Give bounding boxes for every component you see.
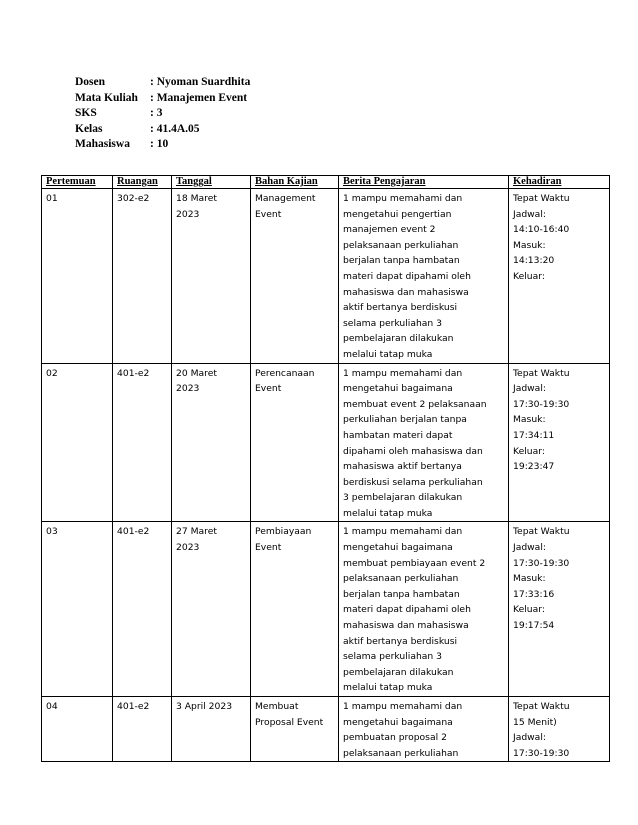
cell-text-line: mahasiswa aktif bertanya bbox=[343, 461, 462, 473]
cell-text-line: berdiskusi selama perkuliahan bbox=[343, 476, 483, 488]
cell-pertemuan: 04 bbox=[42, 697, 113, 762]
cell-bahan-kajian bbox=[251, 363, 339, 522]
cell-text-line: mengetahui bagaimana bbox=[343, 542, 453, 554]
cell-pertemuan: 02 bbox=[42, 363, 113, 522]
cell-text-line: Jadwal: bbox=[513, 208, 546, 220]
cell-text-line: 17:30-19:30 bbox=[513, 747, 570, 759]
cell-text-line: pembelajaran dilakukan bbox=[343, 333, 454, 345]
course-info-label: Mahasiswa bbox=[75, 138, 130, 150]
header-pertemuan: Pertemuan bbox=[42, 176, 113, 189]
cell-bahan-kajian bbox=[251, 697, 339, 762]
cell-text-line: pembelajaran dilakukan bbox=[343, 666, 454, 678]
cell-text-line: melalui tatap muka bbox=[343, 348, 433, 360]
course-info-value: : 3 bbox=[150, 107, 163, 119]
cell-kehadiran bbox=[509, 189, 610, 364]
cell-text-line: Tepat Waktu bbox=[513, 193, 570, 204]
cell-ruangan: 302-e2 bbox=[113, 189, 172, 364]
cell-text-line: 19:23:47 bbox=[513, 461, 555, 473]
course-info-row bbox=[75, 75, 250, 91]
cell-text-line: 17:33:16 bbox=[513, 588, 555, 600]
course-info-value: : Manajemen Event bbox=[150, 91, 248, 104]
cell-text-line: Membuat bbox=[255, 701, 299, 712]
cell-text-line: Jadwal: bbox=[513, 542, 546, 554]
cell-text-line: Keluar: bbox=[513, 604, 545, 616]
course-info bbox=[75, 75, 250, 153]
cell-text-line: Jadwal: bbox=[513, 732, 546, 744]
cell-text-line: mahasiswa dan mahasiswa bbox=[343, 620, 469, 632]
cell-text-line: Keluar: bbox=[513, 445, 545, 457]
course-info-label: Kelas bbox=[75, 122, 103, 135]
course-info-value: : 41.4A.05 bbox=[150, 122, 200, 135]
attendance-table bbox=[41, 175, 610, 762]
cell-text-line: selama perkuliahan 3 bbox=[343, 317, 443, 329]
cell-text-line: hambatan materi dapat bbox=[343, 429, 453, 441]
cell-text-line: Proposal Event bbox=[255, 716, 324, 728]
cell-text-line: Pembiayaan bbox=[255, 526, 312, 538]
cell-text-line: Management bbox=[255, 193, 316, 204]
table-header-row bbox=[42, 176, 610, 189]
cell-text-line: aktif bertanya berdiskusi bbox=[343, 302, 458, 314]
course-info-row bbox=[75, 106, 250, 122]
cell-text-line: Tepat Waktu bbox=[513, 367, 570, 379]
course-info-value: : 10 bbox=[150, 138, 169, 150]
cell-text-line: Masuk: bbox=[513, 239, 546, 251]
cell-text-line: 14:13:20 bbox=[513, 255, 555, 267]
cell-text-line: 19:17:54 bbox=[513, 620, 555, 632]
cell-berita-pengajaran bbox=[339, 697, 509, 762]
cell-text-line: Masuk: bbox=[513, 573, 546, 585]
cell-kehadiran bbox=[509, 697, 610, 762]
cell-ruangan: 401-e2 bbox=[113, 697, 172, 762]
cell-pertemuan: 01 bbox=[42, 189, 113, 364]
cell-text-line: 2023 bbox=[176, 542, 200, 554]
cell-text-line: pelaksanaan perkuliahan bbox=[343, 573, 459, 585]
cell-bahan-kajian bbox=[251, 189, 339, 364]
cell-text-line: Tepat Waktu bbox=[513, 701, 570, 712]
cell-text-line: aktif bertanya berdiskusi bbox=[343, 635, 458, 647]
cell-bahan-kajian bbox=[251, 522, 339, 697]
cell-text-line: 1 mampu memahami dan bbox=[343, 526, 463, 538]
cell-text-line: 1 mampu memahami dan bbox=[343, 701, 463, 712]
cell-text-line: 17:30-19:30 bbox=[513, 557, 570, 569]
course-info-value: : Nyoman Suardhita bbox=[150, 76, 251, 88]
cell-kehadiran bbox=[509, 522, 610, 697]
cell-text-line: 15 Menit) bbox=[513, 716, 557, 728]
cell-text-line: Event bbox=[255, 542, 282, 554]
cell-text-line: pembuatan proposal 2 bbox=[343, 732, 447, 744]
cell-text-line: melalui tatap muka bbox=[343, 682, 433, 694]
header-berita-pengajaran: Berita Pengajaran bbox=[339, 176, 509, 189]
cell-kehadiran bbox=[509, 363, 610, 522]
cell-berita-pengajaran bbox=[339, 189, 509, 364]
cell-text-line: melalui tatap muka bbox=[343, 507, 433, 519]
cell-text-line: mahasiswa dan mahasiswa bbox=[343, 286, 469, 298]
table-row bbox=[42, 189, 610, 364]
cell-text-line: materi dapat dipahami oleh bbox=[343, 604, 471, 616]
header-tanggal: Tanggal bbox=[172, 176, 251, 189]
cell-text-line: Event bbox=[255, 383, 282, 395]
cell-tanggal bbox=[172, 363, 251, 522]
cell-text-line: 27 Maret bbox=[176, 526, 217, 538]
cell-text-line: materi dapat dipahami oleh bbox=[343, 270, 471, 282]
cell-text-line: mengetahui bagaimana bbox=[343, 716, 453, 728]
cell-text-line: 3 pembelajaran dilakukan bbox=[343, 492, 463, 504]
cell-text-line: berjalan tanpa hambatan bbox=[343, 588, 460, 600]
cell-berita-pengajaran bbox=[339, 363, 509, 522]
cell-text-line: 17:34:11 bbox=[513, 429, 555, 441]
cell-text-line: mengetahui bagaimana bbox=[343, 383, 453, 395]
course-info-row bbox=[75, 122, 250, 138]
cell-text-line: Jadwal: bbox=[513, 383, 546, 395]
cell-text-line: 14:10-16:40 bbox=[513, 224, 570, 236]
table-row bbox=[42, 522, 610, 697]
course-info-label: SKS bbox=[75, 107, 97, 119]
cell-text-line: Keluar: bbox=[513, 270, 545, 282]
cell-text-line: membuat pembiayaan event 2 bbox=[343, 557, 486, 569]
cell-text-line: 1 mampu memahami dan bbox=[343, 193, 463, 204]
cell-text-line: membuat event 2 pelaksanaan bbox=[343, 398, 487, 410]
header-ruangan: Ruangan bbox=[113, 176, 172, 189]
cell-pertemuan: 03 bbox=[42, 522, 113, 697]
cell-text-line: selama perkuliahan 3 bbox=[343, 651, 443, 663]
cell-tanggal bbox=[172, 189, 251, 364]
table-row bbox=[42, 363, 610, 522]
cell-text-line: 3 April 2023 bbox=[176, 701, 233, 712]
cell-text-line: Tepat Waktu bbox=[513, 526, 570, 538]
cell-text-line: dipahami oleh mahasiswa dan bbox=[343, 445, 483, 457]
cell-text-line: perkuliahan berjalan tanpa bbox=[343, 414, 467, 426]
cell-ruangan: 401-e2 bbox=[113, 363, 172, 522]
cell-tanggal bbox=[172, 697, 251, 762]
cell-ruangan: 401-e2 bbox=[113, 522, 172, 697]
cell-tanggal bbox=[172, 522, 251, 697]
cell-text-line: 20 Maret bbox=[176, 367, 217, 379]
cell-berita-pengajaran bbox=[339, 522, 509, 697]
cell-text-line: Masuk: bbox=[513, 414, 546, 426]
cell-text-line: 2023 bbox=[176, 383, 200, 395]
course-info-row bbox=[75, 137, 250, 153]
cell-text-line: Event bbox=[255, 208, 282, 220]
cell-text-line: manajemen event 2 bbox=[343, 224, 436, 236]
course-info-label: Dosen bbox=[75, 76, 106, 88]
cell-text-line: berjalan tanpa hambatan bbox=[343, 255, 460, 267]
cell-text-line: 2023 bbox=[176, 208, 200, 220]
table-row bbox=[42, 697, 610, 762]
header-kehadiran: Kehadiran bbox=[509, 176, 610, 189]
cell-text-line: 18 Maret bbox=[176, 193, 217, 204]
cell-text-line: pelaksanaan perkuliahan bbox=[343, 239, 459, 251]
cell-text-line: Perencanaan bbox=[255, 367, 315, 379]
course-info-label: Mata Kuliah bbox=[75, 91, 138, 104]
course-info-row bbox=[75, 91, 250, 107]
cell-text-line: pelaksanaan perkuliahan bbox=[343, 747, 459, 759]
cell-text-line: 17:30-19:30 bbox=[513, 398, 570, 410]
cell-text-line: 1 mampu memahami dan bbox=[343, 367, 463, 379]
cell-text-line: mengetahui pengertian bbox=[343, 208, 452, 220]
header-bahan-kajian: Bahan Kajian bbox=[251, 176, 339, 189]
